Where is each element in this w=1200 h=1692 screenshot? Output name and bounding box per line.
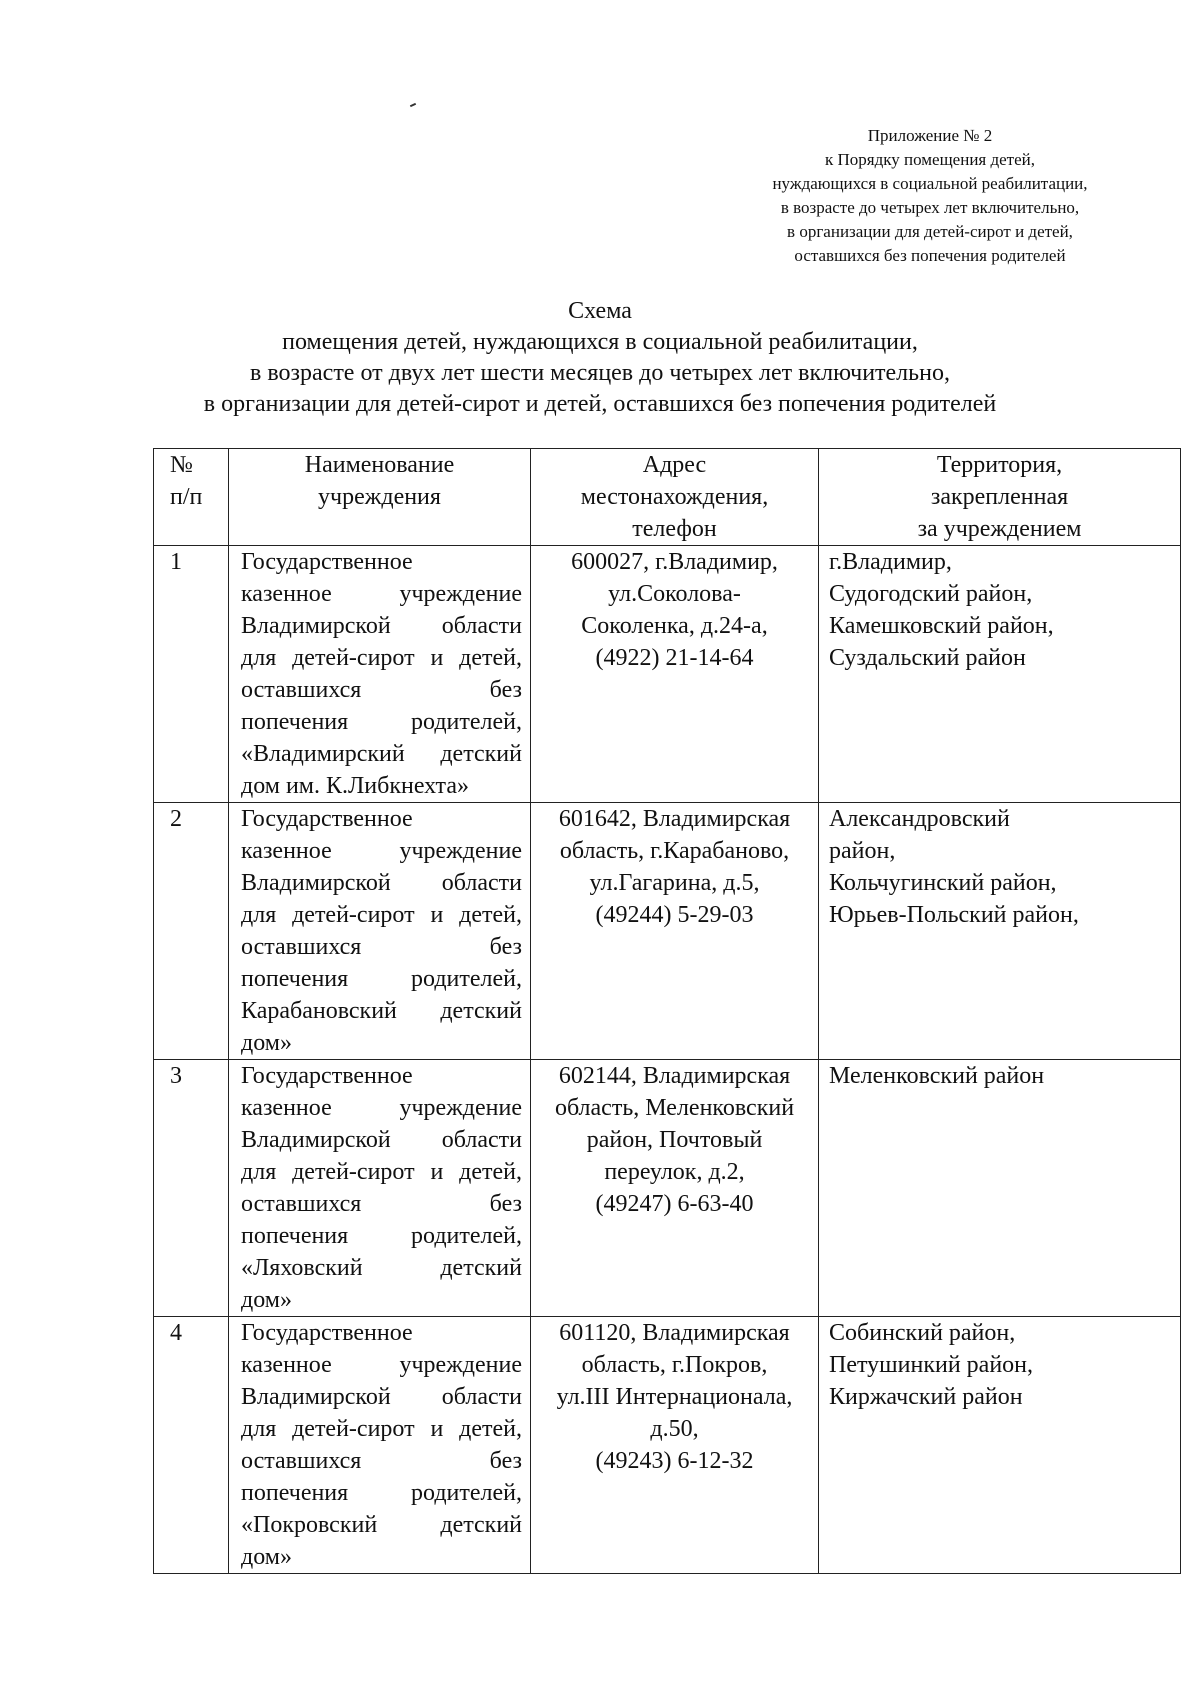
header-line: закрепленная xyxy=(930,484,1069,510)
appendix-line: в возрасте до четырех лет включительно, xyxy=(780,198,1080,217)
address-line: ул.Гагарина, д.5, xyxy=(589,870,760,896)
institution-name xyxy=(229,1060,531,1317)
address-line: Соколенка, д.24-а, xyxy=(581,613,768,639)
name-line: казенное учреждение xyxy=(241,838,522,864)
appendix-line: оставшихся без попечения родителей xyxy=(794,246,1066,265)
institution-address xyxy=(531,803,819,1060)
institution-territory xyxy=(819,1317,1181,1574)
address-line: 602144, Владимирская xyxy=(558,1063,791,1089)
table-row xyxy=(154,1317,1181,1574)
name-line: «Ляховский детский xyxy=(241,1255,522,1281)
header-territory xyxy=(819,449,1181,546)
institution-territory xyxy=(819,1060,1181,1317)
address-line: область, г.Покров, xyxy=(581,1352,768,1378)
name-line: Владимирской области xyxy=(241,613,522,639)
name-line: Владимирской области xyxy=(241,1127,522,1153)
document-title xyxy=(200,296,1000,420)
name-line: попечения родителей, xyxy=(241,709,522,735)
address-line: д.50, xyxy=(650,1416,699,1442)
row-num: 4 xyxy=(154,1317,229,1574)
name-line: попечения родителей, xyxy=(241,1223,522,1249)
title-line: помещения детей, нуждающихся в социальной реабилитации, xyxy=(282,329,918,355)
name-line: Владимирской области xyxy=(241,1384,522,1410)
territory-line: Киржачский район xyxy=(829,1384,1023,1410)
header-num xyxy=(154,449,229,546)
header-line: Адрес xyxy=(642,452,707,478)
address-line: (49244) 5-29-03 xyxy=(595,902,754,928)
header-line: местонахождения, xyxy=(580,484,769,510)
institution-address xyxy=(531,546,819,803)
institution-address xyxy=(531,1060,819,1317)
table-header-row xyxy=(154,449,1181,546)
header-line: № xyxy=(170,452,193,478)
address-line: область, Меленковский xyxy=(554,1095,795,1121)
name-line: дом» xyxy=(241,1287,292,1313)
name-line: Государственное xyxy=(241,806,413,832)
appendix-line: нуждающихся в социальной реабилитации, xyxy=(772,174,1088,193)
name-line: казенное учреждение xyxy=(241,1352,522,1378)
name-line: попечения родителей, xyxy=(241,1480,522,1506)
name-line: Владимирской области xyxy=(241,870,522,896)
territory-line: Камешковский район, xyxy=(829,613,1054,639)
header-line: телефон xyxy=(632,516,717,542)
stray-pen-mark xyxy=(410,103,416,107)
territory-line: Кольчугинский район, xyxy=(829,870,1057,896)
appendix-line: к Порядку помещения детей, xyxy=(824,150,1036,169)
address-line: район, Почтовый xyxy=(586,1127,763,1153)
name-line: для детей-сирот и детей, xyxy=(241,902,522,928)
name-line: оставшихся без xyxy=(241,1191,522,1217)
territory-line: район, xyxy=(829,838,896,864)
institution-territory xyxy=(819,546,1181,803)
table-row xyxy=(154,1060,1181,1317)
address-line: (49243) 6-12-32 xyxy=(595,1448,754,1474)
institution-territory xyxy=(819,803,1181,1060)
title-line: в организации для детей-сирот и детей, оставшихся без попечения родителей xyxy=(203,391,997,417)
address-line: 600027, г.Владимир, xyxy=(571,549,778,575)
institution-name xyxy=(229,803,531,1060)
appendix-header xyxy=(730,124,1130,268)
name-line: для детей-сирот и детей, xyxy=(241,1159,522,1185)
name-line: для детей-сирот и детей, xyxy=(241,1416,522,1442)
territory-line: г.Владимир, xyxy=(829,549,952,575)
territory-line: Меленковский район xyxy=(829,1063,1045,1089)
name-line: дом» xyxy=(241,1030,292,1056)
header-line: Территория, xyxy=(936,452,1063,478)
name-line: Государственное xyxy=(241,1320,413,1346)
address-line: (4922) 21-14-64 xyxy=(595,645,754,671)
name-line: дом» xyxy=(241,1544,292,1570)
appendix-line: в организации для детей-сирот и детей, xyxy=(787,222,1073,241)
name-line: казенное учреждение xyxy=(241,1095,522,1121)
name-line: попечения родителей, xyxy=(241,966,522,992)
name-line: казенное учреждение xyxy=(241,581,522,607)
row-num: 1 xyxy=(154,546,229,803)
name-line: «Владимирский детский xyxy=(241,741,522,767)
title-line: в возрасте от двух лет шести месяцев до четырех лет включительно, xyxy=(250,360,950,386)
territory-line: Юрьев-Польский район, xyxy=(829,902,1079,928)
address-line: переулок, д.2, xyxy=(604,1159,745,1185)
header-address xyxy=(531,449,819,546)
name-line: дом им. К.Либкнехта» xyxy=(241,773,469,799)
address-line: (49247) 6-63-40 xyxy=(595,1191,754,1217)
institutions-table xyxy=(153,448,1181,1574)
header-name xyxy=(229,449,531,546)
row-num: 2 xyxy=(154,803,229,1060)
header-line: за учреждением xyxy=(917,516,1082,542)
territory-line: Суздальский район xyxy=(829,645,1026,671)
header-line: Наименование xyxy=(304,452,455,478)
territory-line: Петушинкий район, xyxy=(829,1352,1034,1378)
name-line: Карабановский детский xyxy=(241,998,522,1024)
name-line: оставшихся без xyxy=(241,677,522,703)
institution-address xyxy=(531,1317,819,1574)
appendix-line: Приложение № 2 xyxy=(867,126,993,145)
territory-line: Судогодский район, xyxy=(829,581,1033,607)
institution-name xyxy=(229,546,531,803)
table-row xyxy=(154,546,1181,803)
header-line: п/п xyxy=(170,484,203,510)
address-line: ул.III Интернационала, xyxy=(556,1384,793,1410)
address-line: ул.Соколова- xyxy=(608,581,741,607)
row-num: 3 xyxy=(154,1060,229,1317)
address-line: 601120, Владимирская xyxy=(559,1320,790,1346)
header-line: учреждения xyxy=(318,484,441,510)
address-line: 601642, Владимирская xyxy=(558,806,791,832)
name-line: оставшихся без xyxy=(241,1448,522,1474)
name-line: Государственное xyxy=(241,1063,413,1089)
name-line: «Покровский детский xyxy=(241,1512,522,1538)
table-row xyxy=(154,803,1181,1060)
institution-name xyxy=(229,1317,531,1574)
territory-line: Собинский район, xyxy=(829,1320,1016,1346)
address-line: область, г.Карабаново, xyxy=(559,838,790,864)
title-line: Схема xyxy=(568,298,632,324)
name-line: для детей-сирот и детей, xyxy=(241,645,522,671)
name-line: оставшихся без xyxy=(241,934,522,960)
territory-line: Александровский xyxy=(829,806,1010,832)
name-line: Государственное xyxy=(241,549,413,575)
